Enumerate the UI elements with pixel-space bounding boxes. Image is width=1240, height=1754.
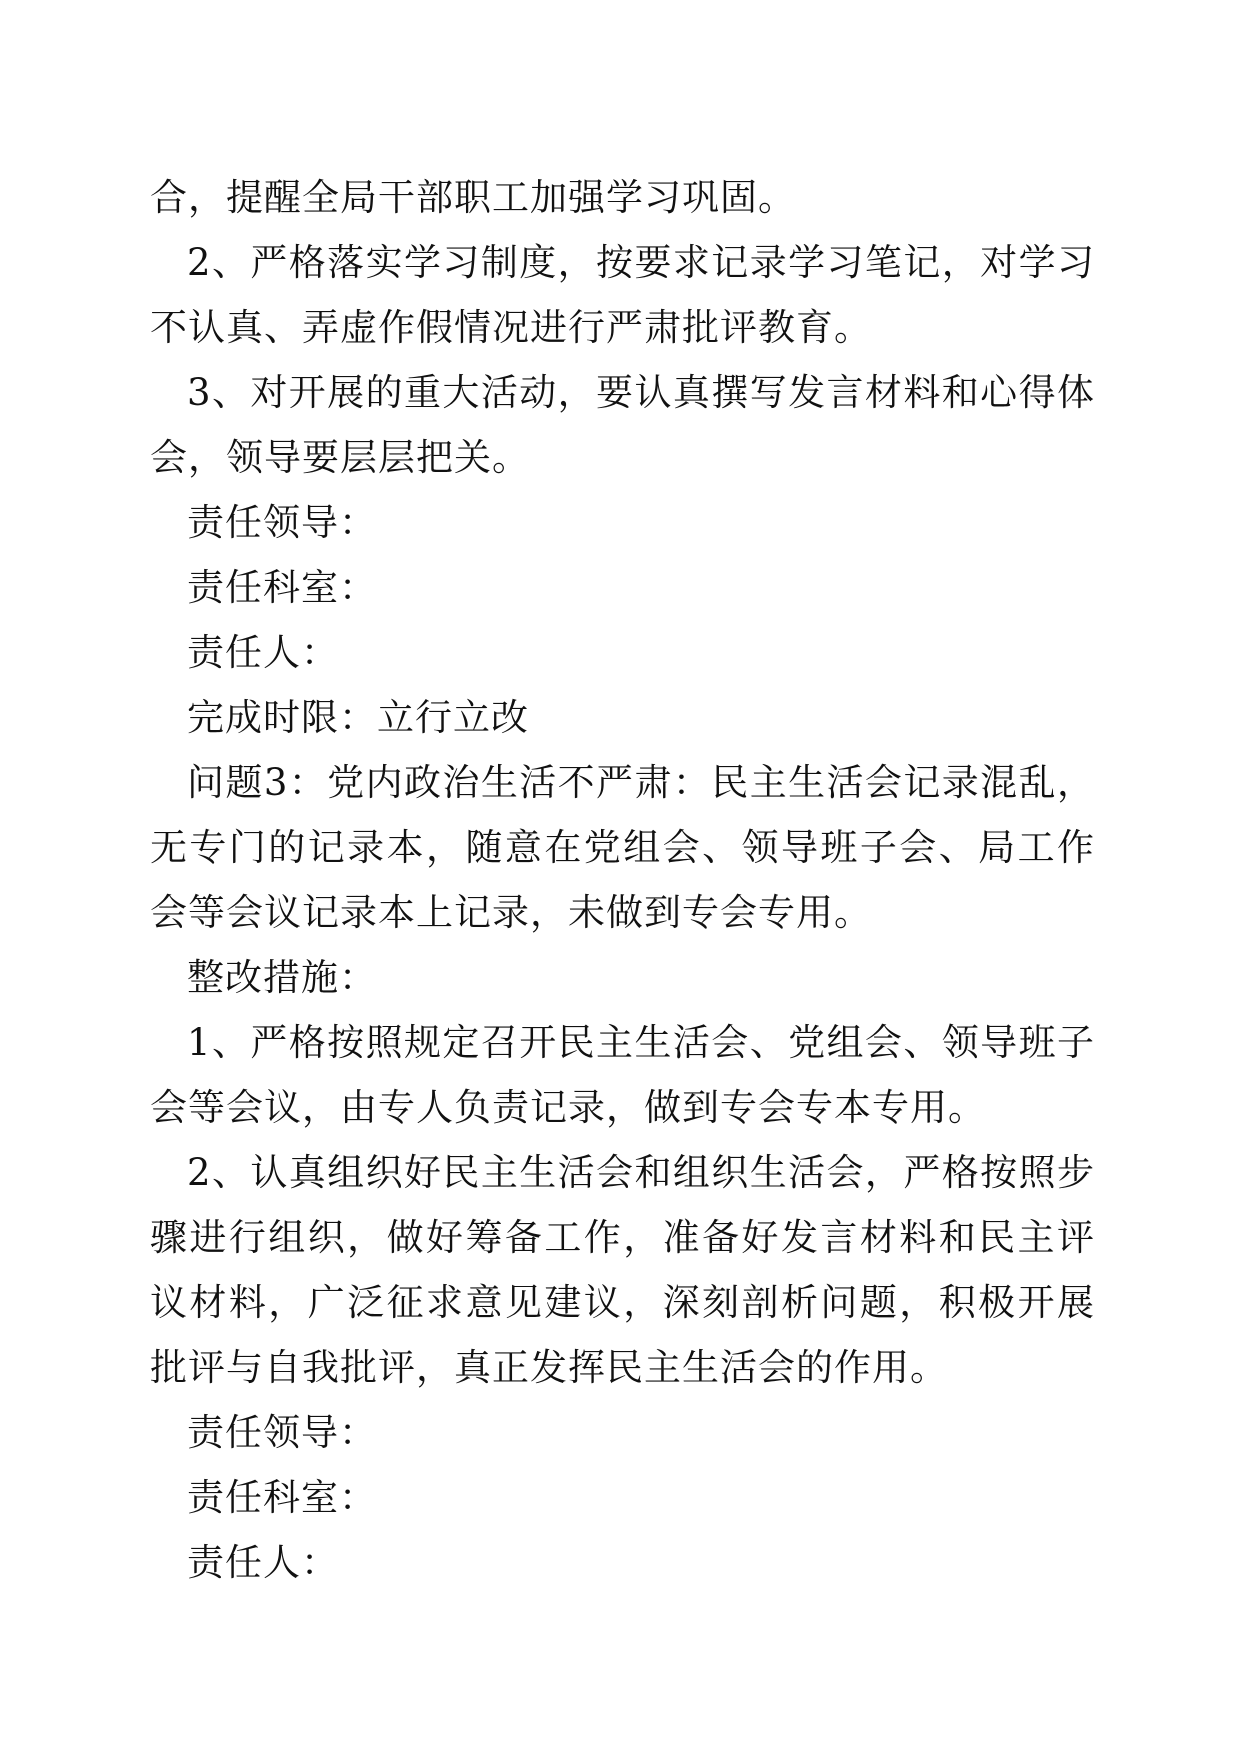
responsible-leader-label: 责任领导： — [187, 501, 377, 544]
paragraph-continuation: 合，提醒全局干部职工加强学习巩固。 — [150, 176, 796, 219]
paragraph-measure-3: 3、对开展的重大活动，要认真撰写发言材料和心得体会，领导要层层把关。 — [150, 371, 1095, 479]
document-body — [150, 165, 1095, 1595]
responsible-person-label-2: 责任人： — [187, 1541, 339, 1584]
rectification-measures-heading: 整改措施： — [187, 956, 377, 999]
paragraph-measure-2b: 2、认真组织好民主生活会和组织生活会，严格按照步骤进行组织，做好筹备工作，准备好发言材料和民主评议材料，广泛征求意见建议，深刻剖析问题，积极开展批评与自我批评，真正发挥民主生活会的作用。 — [150, 1151, 1095, 1389]
responsible-department-label-2: 责任科室： — [187, 1476, 377, 1519]
paragraph-measure-1: 1、严格按照规定召开民主生活会、党组会、领导班子会等会议，由专人负责记录，做到专会专本专用。 — [150, 1021, 1095, 1129]
paragraph-measure-2: 2、严格落实学习制度，按要求记录学习笔记，对学习不认真、弄虚作假情况进行严肃批评教育。 — [150, 241, 1095, 349]
problem-3-paragraph: 问题3：党内政治生活不严肃：民主生活会记录混乱，无专门的记录本，随意在党组会、领导班子会、局工作会等会议记录本上记录，未做到专会专用。 — [150, 761, 1095, 934]
responsible-department-label: 责任科室： — [187, 566, 377, 609]
responsible-leader-label-2: 责任领导： — [187, 1411, 377, 1454]
responsible-person-label: 责任人： — [187, 631, 339, 674]
deadline-line: 完成时限：立行立改 — [187, 696, 529, 739]
